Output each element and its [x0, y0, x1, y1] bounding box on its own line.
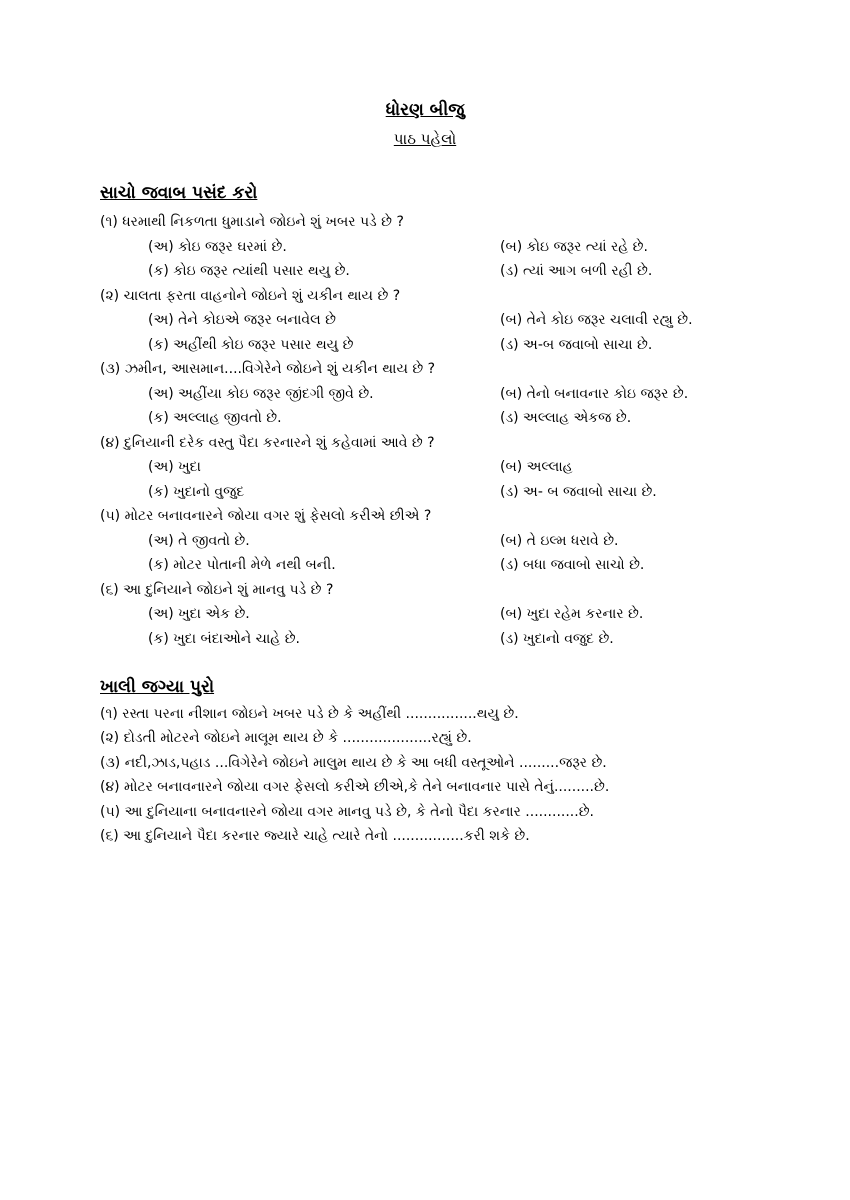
- question-text: (૩) ઝમીન, આસમાન....વિગેરેને જોઇને શું યકીન થાય છે ?: [100, 361, 436, 377]
- option-b: (બ) તે ઇલ્મ ધરાવે છે.: [500, 532, 619, 549]
- fill-item-5: (૫) આ દુનિયાના બનાવનારને જોયા વગર માનવુ પડે છે, કે તેનો પૈદા કરનાર ............છે.: [100, 803, 594, 820]
- mcq-question-6: [100, 578, 740, 652]
- option-c: (ક) મોટર પોતાની મેળે નથી બની.: [148, 557, 336, 573]
- option-row: [100, 259, 740, 284]
- option-row: [100, 308, 740, 333]
- option-row: [100, 529, 740, 554]
- option-c: (ક) કોઇ જરૂર ત્યાંથી પસાર થયુ છે.: [148, 263, 350, 279]
- question-text: (૧) ધરમાથી નિકળતા ધુમાડાને જોઇને શું ખબર પડે છે ?: [100, 214, 404, 230]
- option-c: (ક) અલ્લાહ જીવતો છે.: [148, 410, 282, 426]
- option-row: [100, 602, 740, 627]
- fill-item-1: (૧) રસ્તા પરના નીશાન જોઇને ખબર પડે છે કે અહીંથી ................થયુ છે.: [100, 706, 519, 722]
- option-row: [100, 235, 740, 260]
- mcq-question-5: [100, 504, 740, 578]
- fill-item-4: (૪) મોટર બનાવનારને જોયા વગર ફેસલો કરીએ છીએ,કે તેને બનાવનાર પાસે તેનું.........છે.: [100, 779, 610, 796]
- option-b: (બ) ખુદા રહેમ કરનાર છે.: [500, 606, 644, 622]
- question-text: (૫) મોટર બનાવનારને જોયા વગર શું ફેસલો કરીએ છીએ ?: [100, 508, 432, 524]
- option-a: (અ) તેને કોઇએ જરૂર બનાવેલ છે: [148, 312, 336, 328]
- option-row: [100, 382, 740, 407]
- question-text: (૪) દુનિયાની દરેક વસ્તુ પૈદા કરનારને શું કહેવામાં આવે છે ?: [100, 434, 435, 451]
- mcq-question-3: [100, 357, 740, 431]
- option-b: (બ) તેને કોઇ જરૂર ચલાવી રહ્યુ છે.: [500, 312, 693, 328]
- option-row: [100, 627, 740, 652]
- option-a: (અ) અહીંયા કોઇ જરૂર જીંદગી જીવે છે.: [148, 385, 374, 402]
- option-a: (અ) ખુદા: [148, 459, 201, 475]
- question-text: (૨) ચાલતા ફરતા વાહનોને જોઇને શું યકીન થાય છે ?: [100, 287, 401, 304]
- question-text: (૬) આ દુનિયાને જોઇને શું માનવુ પડે છે ?: [100, 581, 334, 598]
- option-row: [100, 333, 740, 358]
- option-row: [100, 480, 740, 505]
- option-row: [100, 406, 740, 431]
- option-row: [100, 455, 740, 480]
- option-c: (ક) ખુદા બંદાઓને ચાહે છે.: [148, 630, 300, 647]
- option-d: (ડ) ત્યાં આગ બળી રહી છે.: [500, 263, 653, 279]
- mcq-question-2: [100, 284, 740, 358]
- option-d: (ડ) ખુદાનો વજુદ છે.: [500, 630, 614, 647]
- page-subtitle: પાઠ પહેલો: [393, 130, 457, 148]
- option-d: (ડ) અલ્લાહ એકજ છે.: [500, 410, 632, 426]
- fill-item-3: (૩) નદી,ઝાડ,પહાડ ...વિગેરેને જોઇને માલુમ થાય છે કે આ બધી વસ્તૂઓને .........જરૂર છે.: [100, 754, 607, 771]
- option-b: (બ) તેનો બનાવનાર કોઇ જરૂર છે.: [500, 385, 689, 402]
- fill-item-2: (૨) દોડતી મોટરને જોઇને માલૂમ થાય છે કે ....................રહ્યું છે.: [100, 730, 472, 747]
- mcq-heading: સાચો જવાબ પસંદ કરો: [100, 183, 258, 203]
- option-d: (ડ) અ- બ જવાબો સાચા છે.: [500, 483, 657, 500]
- option-b: (બ) કોઇ જરૂર ત્યાં રહે છે.: [500, 238, 648, 255]
- option-a: (અ) ખુદા એક છે.: [148, 606, 250, 622]
- mcq-question-4: [100, 431, 740, 505]
- option-c: (ક) અહીંથી કોઇ જરૂર પસાર થયુ છે: [148, 336, 354, 353]
- option-b: (બ) અલ્લાહ: [500, 459, 573, 475]
- mcq-question-1: [100, 210, 740, 284]
- option-a: (અ) તે જીવતો છે.: [148, 532, 250, 549]
- option-d: (ડ) બધા જવાબો સાચો છે.: [500, 557, 645, 573]
- fill-heading: ખાલી જગ્યા પુરો: [100, 677, 215, 697]
- option-c: (ક) ખુદાનો વુજુદ: [148, 483, 245, 500]
- fill-item-6: (૬) આ દુનિયાને પૈદા કરનાર જ્યારે ચાહે ત્યારે તેનો ................કરી શકે છે.: [100, 827, 530, 844]
- page-title: ધોરણ બીજુ: [385, 100, 465, 120]
- option-a: (અ) કોઇ જરૂર ઘરમાં છે.: [148, 238, 287, 255]
- option-row: [100, 553, 740, 578]
- option-d: (ડ) અ-બ જવાબો સાચા છે.: [500, 336, 653, 353]
- fill-in-blanks-list: [100, 702, 740, 848]
